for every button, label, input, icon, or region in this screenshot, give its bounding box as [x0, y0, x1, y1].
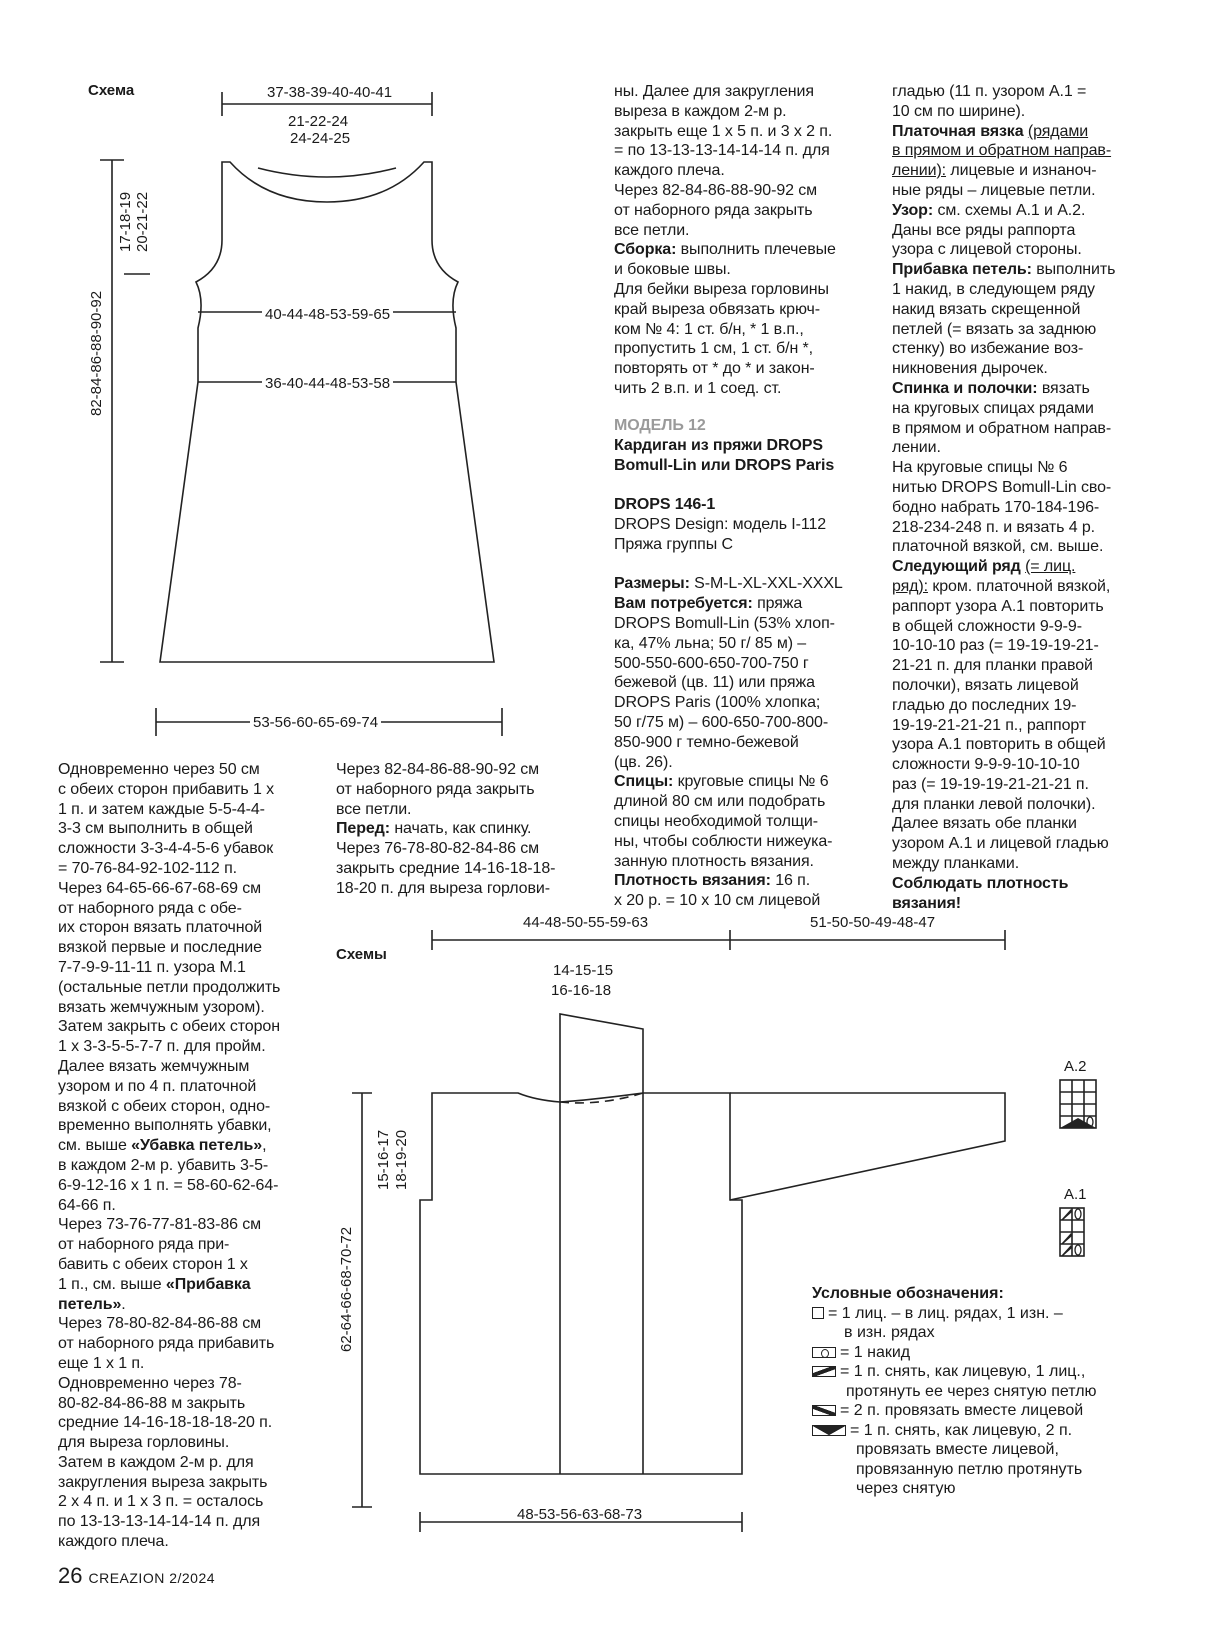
cardigan-armhole-2: 18-19-20: [393, 1129, 410, 1190]
knit-symbol-icon: [812, 1307, 824, 1319]
page-number: 26: [58, 1563, 83, 1588]
dress-neck-width-2: 24-24-25: [290, 130, 351, 147]
cardigan-neck-1: 14-15-15: [553, 962, 614, 979]
dress-bust-width: 40-44-48-53-59-65: [262, 306, 393, 324]
cardigan-body-outline: [420, 1093, 742, 1474]
dress-neck-back: [258, 168, 396, 177]
legend-k2tog: = 2 п. провязать вместе лицевой: [812, 1401, 1152, 1421]
sk2p-symbol-icon: [812, 1425, 846, 1436]
dress-total-length: 82-84-86-88-90-92: [88, 290, 105, 416]
legend-sk2p: = 1 п. снять, как лицевую, 2 п.: [812, 1421, 1152, 1441]
model-title: Кардиган из пряжи DROPS Bomull-Lin или DROPS Paris: [614, 436, 835, 474]
model-12-block: МОДЕЛЬ 12 Кардиган из пряжи DROPS Bomull-Lin или DROPS Paris DROPS 146-1 DROPS Design: модель I-112 Пряжа группы С Размеры: S-M-L-XL-XXL-XXXL Вам потребуется: пряжа DROPS Bomull-Lin (53% хлоп- ка, 47% льна; 50 г/ 85 м) – 500-550-600-650-700-750 г бежевой (цв. 11) или пряжа DROPS Paris (100% хлопка; 50 г/75 м) – 600-650-700-800- 850-900 г темно-бежевой (цв. 26). Спицы: круговые спицы № 6 длиной 80 см или подобрать спицы необходимой толщи- ны, чтобы соблюсти нижеука- занную плотность вязания. Плотность вязания: 16 п. х 20 р. = 10 х 10 см лицевой: [614, 417, 843, 910]
cardigan-front-band: [560, 1014, 643, 1474]
chart-a2-label: A.2: [1064, 1058, 1087, 1075]
slip-knit-pass-symbol-icon: [812, 1366, 836, 1377]
dress-waist-width: 36-40-44-48-53-58: [262, 375, 393, 393]
legend-skp: = 1 п. снять, как лицевую, 1 лиц.,: [812, 1362, 1152, 1382]
chart-a1-label: A.1: [1064, 1186, 1087, 1203]
text-column-4: гладью (11 п. узором А.1 = 10 см по ширине). Платочная вязка (рядами в прямом и обратном направ- лении): лицевые и изнаноч- ные ряды – лицевые петли. Узор: см. схемы А.1 и А.2. Даны все ряды раппорта узора с лицевой стороны. Прибавка петель: выполнить 1 накид, в следующем ряду накид вязать скрещенной петлей (= вязать за заднюю стенку) во избежание воз- никновения дырочек. Спинка и полочки: вязать на круговых спицах рядами в прямом и обратном направ- лении. На круговые спицы № 6 нитью DROPS Bomull-Lin сво- бодно набрать 170-184-196- 218-234-248 п. и вязать 4 р. платочной вязкой, см. выше. Следующий ряд (= лиц. ряд): кром. платочной вязкой, раппорт узора А.1 повторить в общей сложности 9-9-9- 10-10-10 раз (= 19-19-19-21- 21-21 п. для планки правой полочки), вязать лицевой гладью до последних 19- 19-19-21-21-21 п., раппорт узора А.1 повторить в общей сложности 9-9-9-10-10-10 раз (= 19-19-19-21-21-21 п. для планки левой полочки). Далее вязать обе планки узором А.1 и лицевой гладью между планками. Соблюдать плотность вязания!: [892, 83, 1116, 912]
model-code: DROPS 146-1: [614, 496, 716, 514]
cardigan-top-width-left: 44-48-50-55-59-63: [519, 914, 652, 932]
dress-armhole-height-1: 17-18-19: [117, 191, 134, 252]
cardigan-neck-2: 16-16-18: [551, 982, 612, 999]
legend-knit: = 1 лиц. – в лиц. рядах, 1 изн. –: [812, 1304, 1152, 1324]
legend: Условные обозначения: = 1 лиц. – в лиц. рядах, 1 изн. – в изн. рядах = 1 накид = 1 п. снять, как лицевую, 1 лиц., протянуть ее через снятую петлю = 2 п. провязать вместе лицевой = 1 п. снять, как лицевую, 2 п. провязать вместе лицевой, провязанную петлю протянуть через снятую: [812, 1284, 1152, 1499]
legend-title: Условные обозначения:: [812, 1285, 1004, 1302]
dress-outline: [160, 162, 494, 662]
dress-top-width: 37-38-39-40-40-41: [267, 84, 393, 101]
dress-armhole-height-2: 20-21-22: [134, 191, 151, 252]
magazine-issue: CREAZION 2/2024: [88, 1570, 216, 1586]
k2tog-symbol-icon: [812, 1405, 836, 1416]
yarn-over-symbol-icon: [812, 1347, 836, 1358]
cardigan-sleeve-outline: [730, 1093, 1005, 1200]
cardigan-top-width-right: 51-50-50-49-48-47: [806, 914, 939, 932]
cardigan-armhole-1: 15-16-17: [375, 1129, 392, 1190]
text-column-3: ны. Далее для закругления выреза в каждом 2-м р. закрыть еще 1 х 5 п. и 3 х 2 п. = по 13-13-13-14-14-14 п. для каждого плеча. Через 82-84-86-88-90-92 см от наборного ряда закрыть все петли. Сборка: выполнить плечевые и боковые швы. Для бейки выреза горловины край выреза обвязать крюч- ком № 4: 1 ст. б/н, * 1 в.п., пропустить 1 см, 1 ст. б/н *, повторять от * до * и закон- чить 2 в.п. и 1 соед. ст.: [614, 83, 836, 397]
dress-neck-width-1: 21-22-24: [288, 113, 349, 130]
text-column-1: Одновременно через 50 см с обеих сторон прибавить 1 х 1 п. и затем каждые 5-5-4-4- 3-3 см выполнить в общей сложности 3-3-4-4-5-6 убавок = 70-76-84-92-102-112 п. Через 64-65-66-67-68-69 см от наборного ряда с обе- их сторон вязать платочной вязкой первые и последние 7-7-9-9-11-11 п. узора М.1 (остальные петли продолжить вязать жемчужным узором). Затем закрыть с обеих сторон 1 х 3-3-5-5-7-7 п. для пройм. Далее вязать жемчужным узором и по 4 п. платочной вязкой с обеих сторон, одно- временно выполнять убавки, см. выше «Убавка петель», в каждом 2-м р. убавить 3-5- 6-9-12-16 х 1 п. = 58-60-62-64- 64-66 п. Через 73-76-77-81-83-86 см от наборного ряда при- бавить с обеих сторон 1 х 1 п., см. выше «Прибавка петель». Через 78-80-82-84-86-88 см от наборного ряда прибавить еще 1 х 1 п. Одновременно через 78- 80-82-84-86-88 м закрыть средние 14-16-18-18-18-20 п. для выреза горловины. Затем в каждом 2-м р. для закругления выреза закрыть 2 х 4 п. и 1 х 3 п. = осталось по 13-13-13-14-14-14 п. для каждого плеча.: [58, 761, 281, 1551]
cardigan-schema-title: Схемы: [336, 946, 387, 963]
text-column-2: Через 82-84-86-88-90-92 см от наборного ряда закрыть все петли. Перед: начать, как спинку. Через 76-78-80-82-84-86 см закрыть средние 14-16-18-18- 18-20 п. для выреза горлови-: [336, 761, 556, 897]
dress-bottom-width: 53-56-60-65-69-74: [250, 714, 381, 732]
cardigan-total-length: 62-64-66-68-70-72: [338, 1226, 355, 1352]
cardigan-bottom-width: 48-53-56-63-68-73: [517, 1506, 643, 1523]
page-footer: [58, 1563, 215, 1589]
dress-schema-title: Схема: [88, 82, 135, 99]
legend-yarn-over: = 1 накид: [812, 1343, 1152, 1363]
model-heading: МОДЕЛЬ 12: [614, 417, 706, 434]
